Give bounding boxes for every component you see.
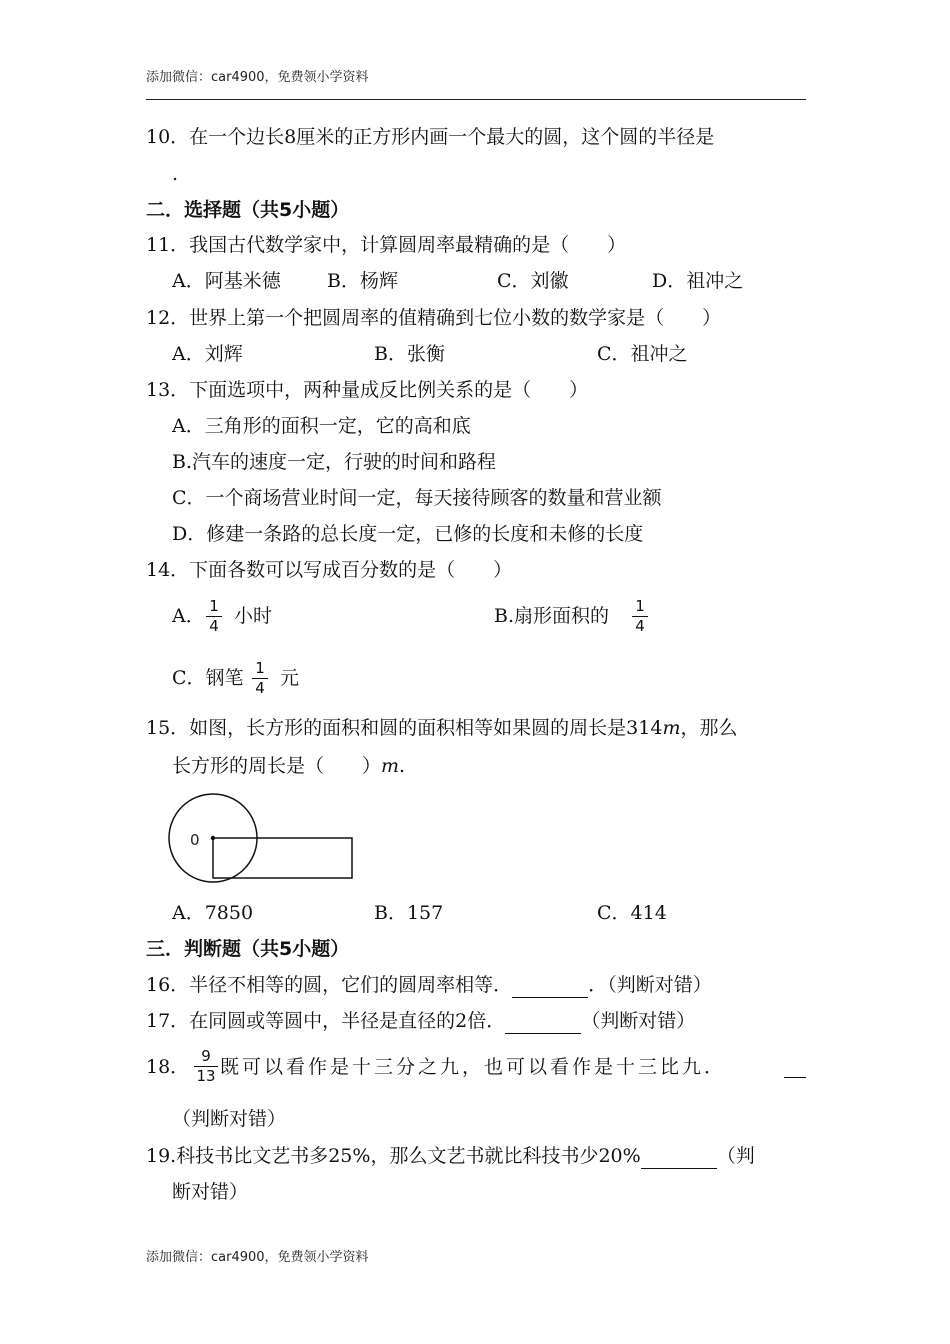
question-17 — [146, 1009, 695, 1034]
q15-figure — [160, 788, 365, 888]
q15-option-c: C．414 — [597, 902, 667, 924]
question-13: 13．下面选项中，两种量成反比例关系的是（ ） — [146, 379, 589, 401]
fraction-numerator: 1 — [209, 597, 219, 615]
figure-center-label: 0 — [190, 831, 200, 849]
q16-answer-blank — [512, 973, 588, 998]
fraction-numerator: 1 — [635, 597, 645, 615]
question-15-line-1 — [146, 716, 738, 740]
q16-text: 16．半径不相等的圆，它们的圆周率相等． — [146, 974, 513, 996]
q11-option-a: A．阿基米德 — [172, 270, 281, 292]
q12-option-b: B．张衡 — [374, 343, 445, 365]
question-14: 14．下面各数可以写成百分数的是（ ） — [146, 559, 513, 581]
q14-option-c-fraction — [252, 660, 268, 697]
q13-option-c: C．一个商场营业时间一定，每天接待顾客的数量和营业额 — [172, 487, 662, 509]
fraction-numerator: 1 — [255, 659, 265, 677]
q12-option-c: C．祖冲之 — [597, 343, 688, 365]
figure-center-point — [211, 836, 215, 840]
q13-option-b: B.汽车的速度一定，行驶的时间和路程 — [172, 451, 497, 473]
fraction-denominator: 4 — [209, 617, 219, 635]
question-11: 11．我国古代数学家中，计算圆周率最精确的是（ ） — [146, 234, 627, 256]
question-10: 10．在一个边长8厘米的正方形内画一个最大的圆，这个圆的半径是 — [146, 126, 715, 148]
q13-option-a: A．三角形的面积一定，它的高和底 — [172, 415, 471, 437]
question-16 — [146, 973, 712, 998]
question-19-line-2: 断对错） — [172, 1181, 249, 1203]
section-3-title: 三．判断题（共5小题） — [146, 938, 350, 960]
q17-tail: （判断对错） — [581, 1010, 696, 1032]
question-18: 既可以看作是十三分之九，也可以看作是十三比九． — [220, 1056, 727, 1078]
q15-option-b: B．157 — [374, 902, 444, 924]
q14-option-c-suffix: 元 — [280, 667, 300, 689]
question-18-prefix: 18． — [146, 1056, 190, 1078]
fraction-denominator: 4 — [255, 679, 265, 697]
q18-fraction — [194, 1048, 218, 1085]
q12-option-a: A．刘辉 — [172, 343, 243, 365]
q15-line2-text: 长方形的周长是（ ） — [172, 755, 382, 777]
q13-option-d: D．修建一条路的总长度一定，已修的长度和未修的长度 — [172, 523, 644, 545]
q14-option-a-suffix: 小时 — [234, 605, 273, 627]
question-10-tail: . — [172, 163, 179, 185]
q11-option-d: D．祖冲之 — [652, 270, 744, 292]
page-header: 添加微信：car4900，免费领小学资料 — [146, 70, 369, 85]
question-19 — [146, 1144, 755, 1169]
q17-text: 17．在同圆或等圆中，半径是直径的2倍． — [146, 1010, 506, 1032]
q14-option-b-fraction — [632, 598, 648, 635]
q15-line1-tail: ，那么 — [680, 717, 738, 739]
q14-option-c-prefix: C．钢笔 — [172, 667, 244, 689]
q14-option-a-prefix: A． — [172, 605, 205, 627]
fraction-denominator: 4 — [635, 617, 645, 635]
q15-unit: m — [662, 717, 681, 739]
question-15-line-2 — [172, 754, 405, 778]
section-2-title: 二．选择题（共5小题） — [146, 199, 350, 221]
q15-unit-2: m — [381, 755, 400, 777]
q19-text: 19.科技书比文艺书多25%，那么文艺书就比科技书少20% — [146, 1145, 641, 1167]
q15-option-a: A．7850 — [172, 902, 254, 924]
page-footer: 添加微信：car4900，免费领小学资料 — [146, 1250, 369, 1265]
fraction-denominator: 13 — [196, 1067, 216, 1085]
q18-answer-blank — [784, 1077, 806, 1078]
q15-line1-text: 15．如图，长方形的面积和圆的面积相等如果圆的周长是314 — [146, 717, 663, 739]
q14-option-b-prefix: B.扇形面积的 — [494, 605, 610, 627]
q11-option-c: C．刘徽 — [497, 270, 569, 292]
q15-line2-tail: . — [399, 755, 406, 777]
figure-rectangle — [213, 838, 352, 878]
question-12: 12．世界上第一个把圆周率的值精确到七位小数的数学家是（ ） — [146, 307, 722, 329]
q11-option-b: B．杨辉 — [327, 270, 398, 292]
q17-answer-blank — [505, 1009, 581, 1034]
header-divider — [146, 99, 806, 100]
question-18-line-2: （判断对错） — [172, 1108, 287, 1130]
q19-answer-blank — [641, 1144, 717, 1169]
q19-tail: （判 — [716, 1145, 755, 1167]
q16-tail: ．（判断对错） — [588, 974, 712, 996]
q14-option-a-fraction — [206, 598, 222, 635]
fraction-numerator: 9 — [201, 1047, 211, 1065]
